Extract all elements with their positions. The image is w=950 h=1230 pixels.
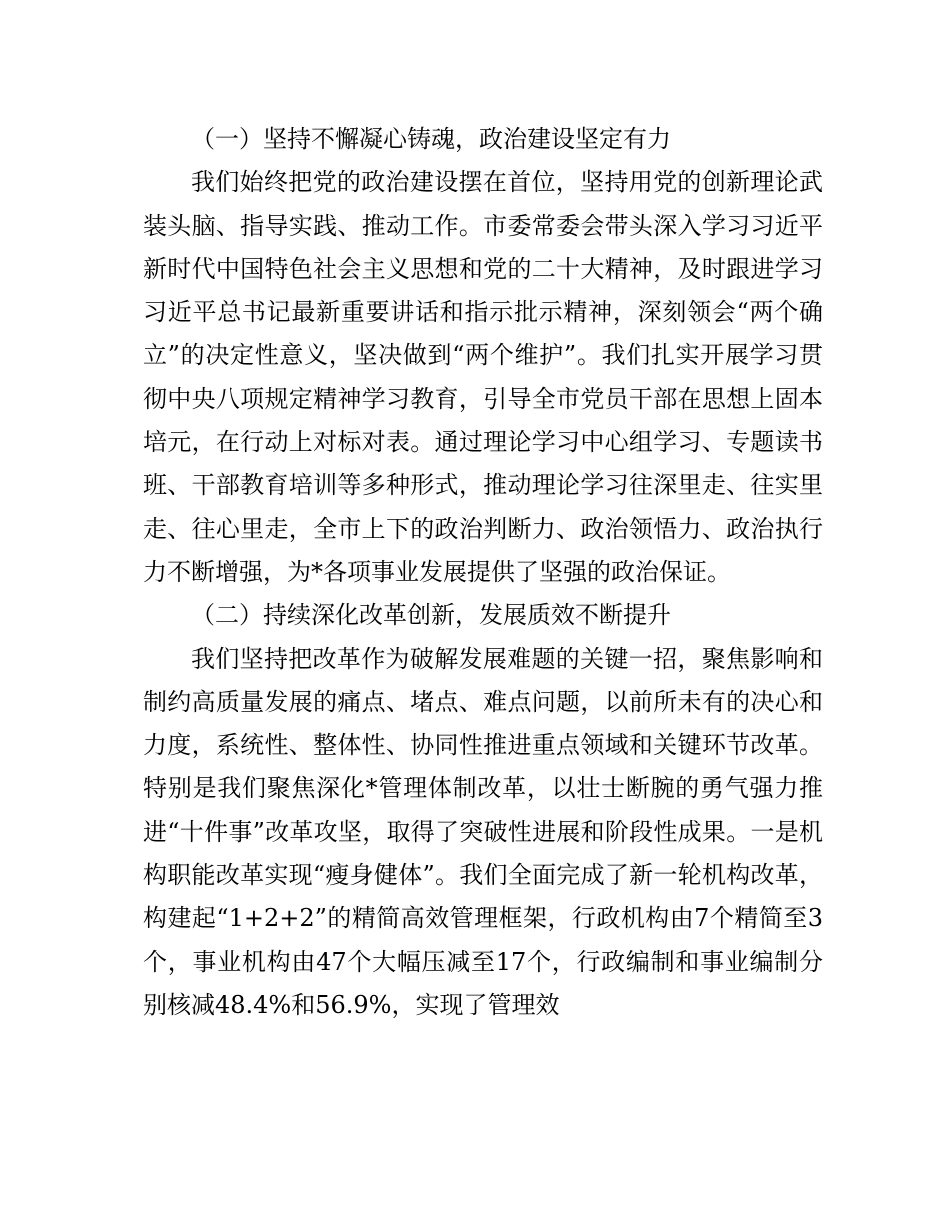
section-heading-1: （一）坚持不懈凝心铸魂，政治建设坚定有力 <box>191 125 671 153</box>
section-paragraph-2: 我们坚持把改革作为破解发展难题的关键一招，聚焦影响和制约高质量发展的痛点、堵点、难点问题，以前所未有的决心和力度，系统性、整体性、协同性推进重点领域和关键环节改革。特别是我们聚焦深化*管理体制改革，以壮士断腕的勇气强力推进“十件事”改革攻坚，取得了突破性进展和阶段性成果。一是机构职能改革实现“瘦身健体”。我们全面完成了新一轮机构改革，构建起“1+2+2”的精简高效管理框架，行政机构由7个精简至3个，事业机构由47个大幅压减至17个，行政编制和事业编制分别核减48.4%和56.9%，实现了管理效 <box>143 644 823 1019</box>
section-paragraph-1: 我们始终把党的政治建设摆在首位，坚持用党的创新理论武装头脑、指导实践、推动工作。市委常委会带头深入学习习近平新时代中国特色社会主义思想和党的二十大精神，及时跟进学习习近平总书记最新重要讲话和指示批示精神，深刻领会“两个确立”的决定性意义，坚决做到“两个维护”。我们扎实开展学习贯彻中央八项规定精神学习教育，引导全市党员干部在思想上固本培元，在行动上对标对表。通过理论学习中心组学习、专题读书班、干部教育培训等多种形式，推动理论学习往深里走、往实里走、往心里走，全市上下的政治判断力、政治领悟力、政治执行力不断增强，为*各项事业发展提供了坚强的政治保证。 <box>143 168 823 586</box>
section-heading-2: （二）持续深化改革创新，发展质效不断提升 <box>191 601 671 630</box>
document-body <box>143 118 823 1027</box>
